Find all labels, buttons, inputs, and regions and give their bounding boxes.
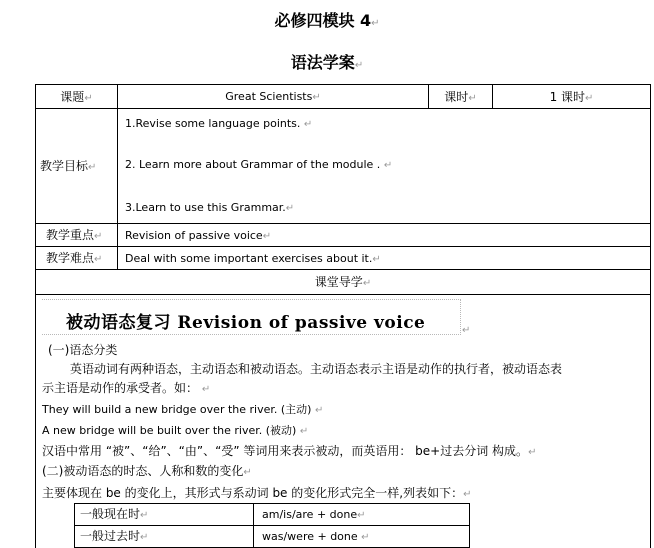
tense-row-2-form: was/were + done ↵: [262, 530, 370, 543]
goal-1: 1.Revise some language points. ↵: [125, 117, 313, 130]
paragraph-1b: 示主语是动作的承受者。如： ↵: [42, 381, 211, 395]
paragraph-2: 汉语中常用 “被”、“给”、“由”、“受” 等词用来表示被动，而英语用： be+过去分词 构成。↵: [42, 444, 537, 458]
guide-label: 课堂导学↵: [314, 275, 372, 289]
section-2-title: (二)被动语态的时态、人称和数的变化↵: [42, 464, 252, 478]
content-heading: 被动语态复习 Revision of passive voice: [66, 313, 426, 333]
section-1-title: (一)语态分类: [48, 343, 118, 357]
tense-row-1-name: 一般现在时↵: [80, 507, 149, 521]
goals-label: 教学目标↵: [40, 159, 97, 173]
heading-mark: ↵: [462, 325, 471, 336]
topic-value: Great Scientists↵: [225, 90, 321, 103]
tense-row-2-name: 一般过去时↵: [80, 529, 149, 543]
paragraph-1a: 英语动词有两种语态，主动语态和被动语态。主动语态表示主语是动作的执行者，被动语态表: [70, 362, 563, 376]
doc-title: 必修四模块 4↵: [274, 11, 380, 30]
example-passive: A new bridge will be built over the river. (被动) ↵: [42, 424, 309, 437]
topic-label: 课题↵: [60, 90, 93, 104]
difficulty-value: Deal with some important exercises about it.↵: [125, 252, 381, 265]
period-label: 课时↵: [444, 90, 477, 104]
key-label: 教学重点↵: [46, 228, 103, 242]
key-value: Revision of passive voice↵: [125, 229, 272, 242]
doc-subtitle: 语法学案↵: [290, 53, 364, 72]
difficulty-label: 教学难点↵: [46, 251, 103, 265]
example-active: They will build a new bridge over the river. (主动) ↵: [42, 403, 324, 416]
content-heading-box: [42, 299, 461, 335]
goal-3: 3.Learn to use this Grammar.↵: [125, 201, 295, 214]
paragraph-3: 主要体现在 be 的变化上，其形式与系动词 be 的变化形式完全一样,列表如下：↵: [42, 486, 472, 500]
period-value: 1 课时↵: [549, 90, 594, 104]
tense-row-1-form: am/is/are + done↵: [262, 508, 366, 521]
goal-2: 2. Learn more about Grammar of the module . ↵: [125, 158, 393, 171]
